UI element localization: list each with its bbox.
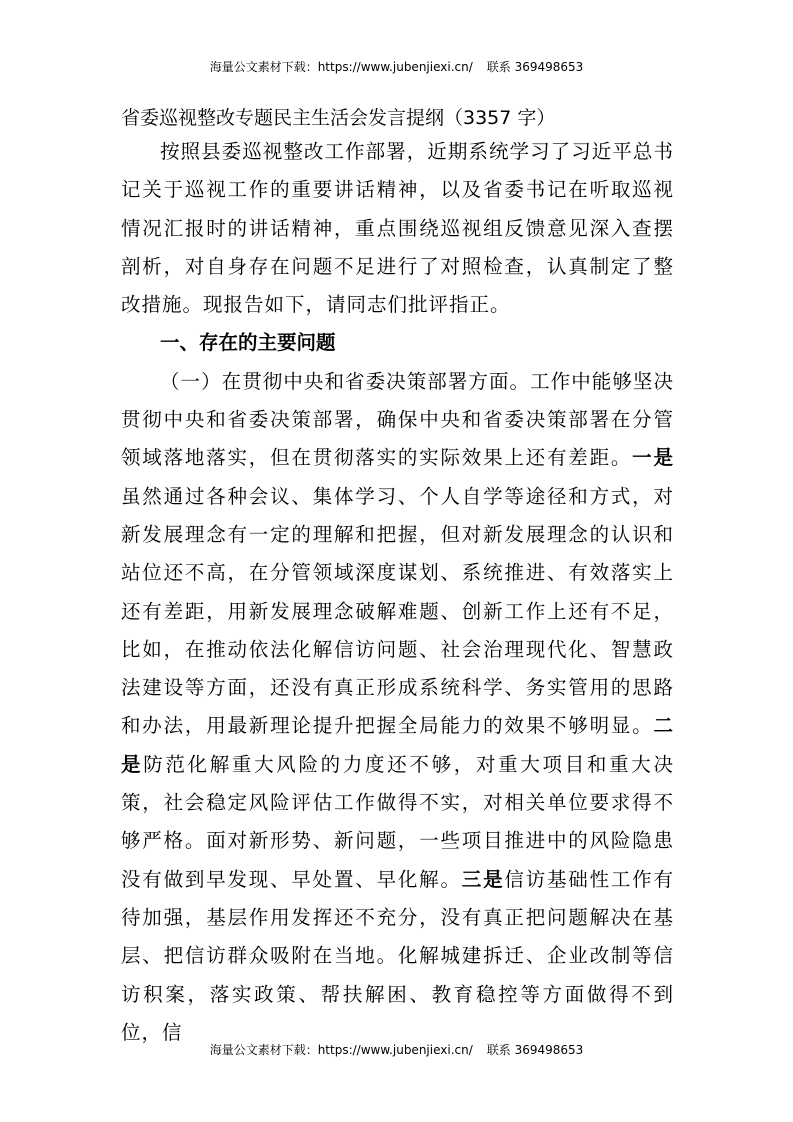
point-marker-1: 一是: [632, 446, 674, 470]
intro-paragraph: 按照县委巡视整改工作部署，近期系统学习了习近平总书记关于巡视工作的重要讲话精神，以及省委书记在听取巡视情况汇报时的讲话精神，重点围绕巡视组反馈意见深入查摆剖析，对自身存在问题不足进行了对照检查，认真制定了整改措施。现报告如下，请同志们批评指正。: [121, 140, 674, 317]
document-title: 省委巡视整改专题民主生活会发言提纲（3357 字）: [121, 107, 556, 129]
paragraph-text: 虽然通过各种会议、集体学习、个人自学等途径和方式，对新发展理念有一定的理解和把握，但对新发展理念的认识和站位还不高，在分管领域深度谋划、系统推进、有效落实上还有差距，用新发展理念破解难题、创新工作上还有不足，比如，在推动依法化解信访问题、社会治理现代化、智慧政法建设等方面，还没有真正形成系统科学、务实管用的思路和办法，用最新理论提升把握全局能力的效果不够明显。: [121, 484, 674, 738]
header-source-label: 海量公文素材下载：https://www.jubenjiexi.cn/: [209, 60, 473, 74]
paragraph-text: （一）在贯彻中央和省委决策部署方面。工作中能够坚决贯彻中央和省委决策部署，确保中央和省委决策部署在分管领域落地落实，但在贯彻落实的实际效果上还有差距。: [121, 369, 674, 470]
paragraph-text: 防范化解重大风险的力度还不够，对重大项目和重大决策，社会稳定风险评估工作做得不实，对相关单位要求得不够严格。面对新形势、新问题，一些项目推进中的风险隐患没有做到早发现、早处置、早化解。: [121, 752, 674, 891]
section-paragraph: [121, 363, 674, 1052]
header-contact-label: 联系 369498653: [486, 60, 584, 74]
paragraph-text: 信访基础性工作有待加强，基层作用发挥还不充分，没有真正把问题解决在基层、把信访群众吸附在当地。化解城建拆迁、企业改制等信访积案，落实政策、帮扶解困、教育稳控等方面做得不到位，信: [121, 867, 674, 1044]
section-heading: 一、存在的主要问题: [160, 331, 336, 355]
point-marker-3: 三是: [461, 867, 505, 891]
footer-source-label: 海量公文素材下载：https://www.jubenjiexi.cn/: [209, 1043, 473, 1057]
document-body: [121, 103, 674, 1052]
point-marker-2: 二是: [121, 714, 674, 776]
page-header: [0, 58, 793, 75]
footer-contact-label: 联系 369498653: [486, 1043, 584, 1057]
page-footer: [0, 1041, 793, 1058]
